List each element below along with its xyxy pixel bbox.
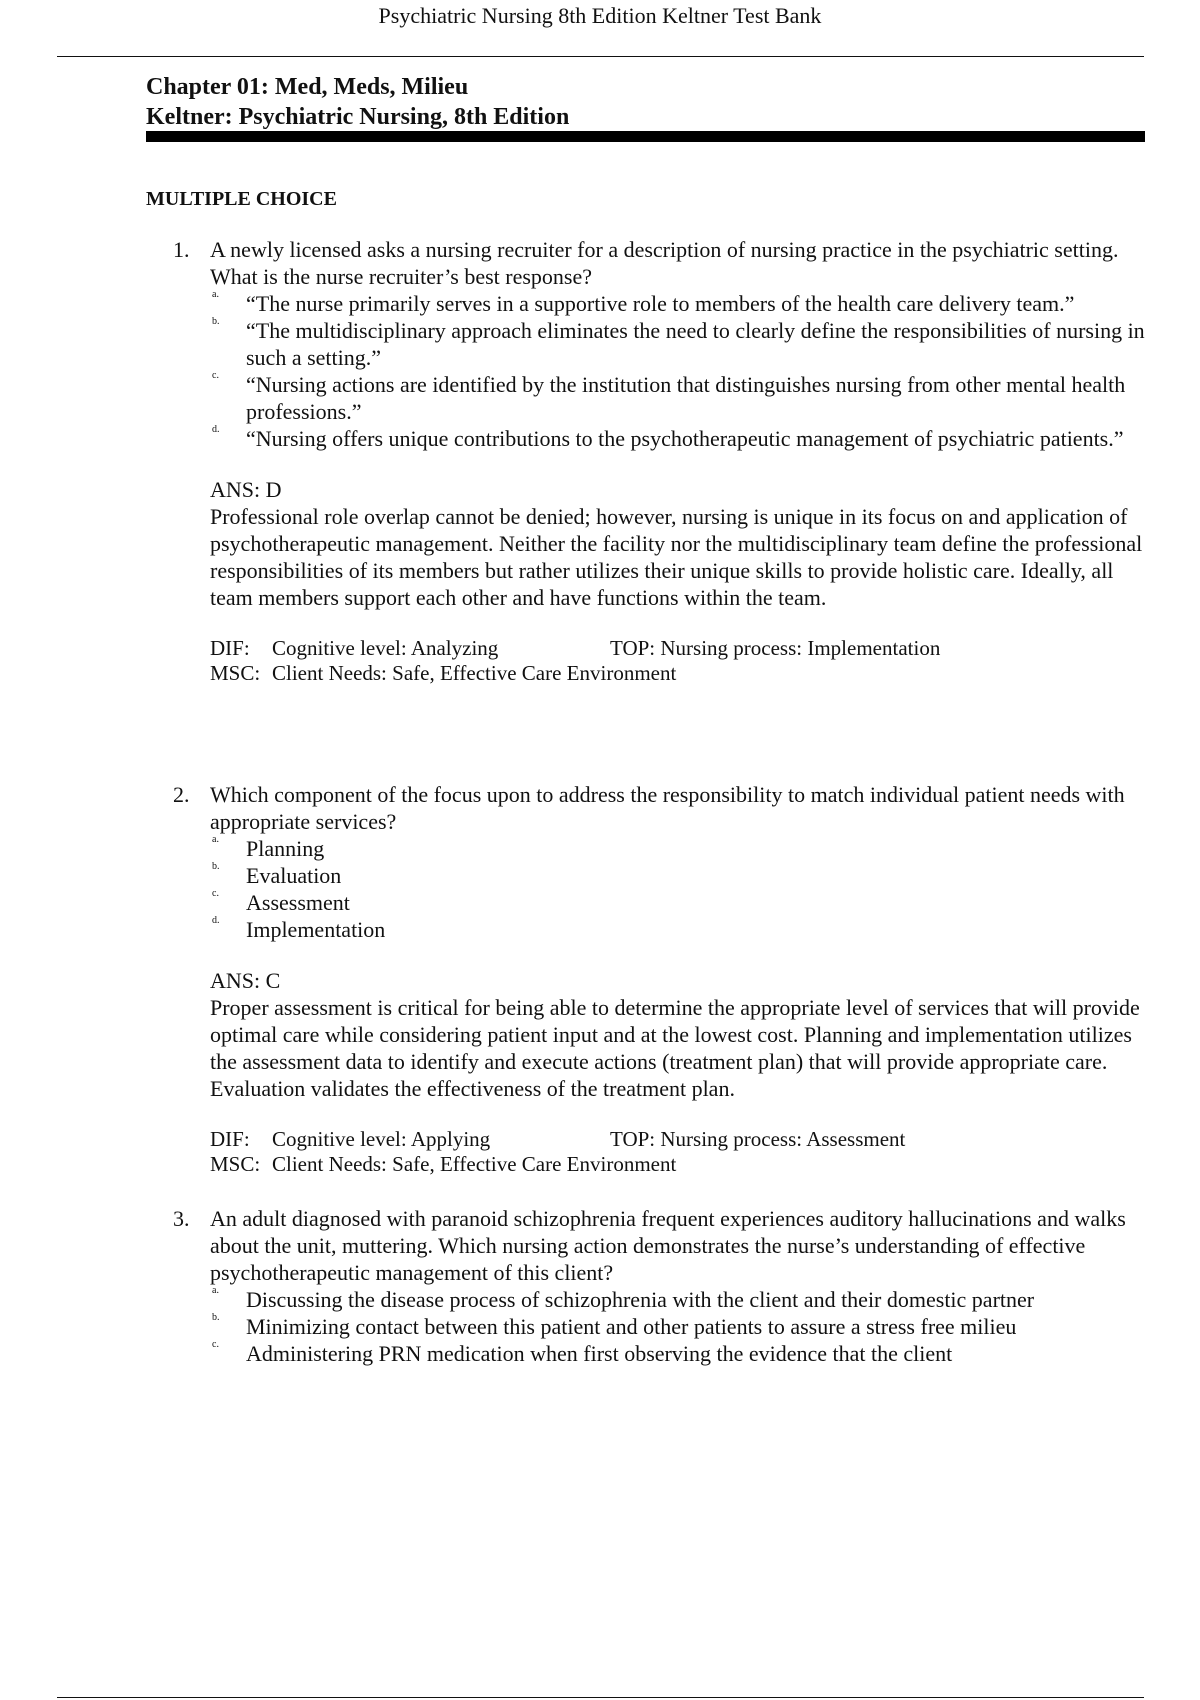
question-1: [146, 236, 1146, 686]
running-header: Psychiatric Nursing 8th Edition Keltner Test Bank: [378, 3, 822, 28]
rationale: Professional role overlap cannot be denied; however, nursing is unique in its focus on and application of psychotherapeutic management. Neither the facility nor the multidisciplinary team define the professional responsibilities of its members but rather utilizes their unique skills to provide holistic care. Ideally, all team members support each other and have functions within the team.: [210, 504, 1143, 610]
client-needs: Client Needs: Safe, Effective Care Environment: [272, 1152, 677, 1176]
question-number: 1.: [173, 237, 190, 262]
dif-label: DIF:: [210, 1127, 250, 1151]
option-text: Discussing the disease process of schizophrenia with the client and their domestic partner: [246, 1287, 1035, 1312]
option-text: Planning: [246, 836, 325, 861]
option-letter: d.: [212, 424, 220, 435]
option-letter: b.: [212, 1312, 220, 1323]
dif-label: DIF:: [210, 636, 250, 660]
topic: TOP: Nursing process: Implementation: [610, 636, 941, 660]
option-d: [146, 916, 1146, 943]
difficulty: Cognitive level: Analyzing: [272, 636, 499, 660]
msc-label: MSC:: [210, 1152, 261, 1176]
answer-options: [146, 835, 1146, 943]
client-needs: Client Needs: Safe, Effective Care Environment: [272, 661, 677, 685]
option-text: “Nursing actions are identified by the institution that distinguishes nursing from other mental health professions.”: [246, 372, 1126, 424]
question-stem: A newly licensed asks a nursing recruiter for a description of nursing practice in the psychiatric setting. What is the nurse recruiter’s best response?: [210, 237, 1119, 289]
footer-rule: [57, 1697, 1144, 1698]
option-text: Implementation: [246, 917, 386, 942]
book-title: Keltner: Psychiatric Nursing, 8th Edition: [146, 104, 570, 130]
option-letter: b.: [212, 861, 220, 872]
option-b: [146, 862, 1146, 889]
question-metadata: [146, 1127, 1146, 1177]
question-metadata: [146, 636, 1146, 686]
option-d: [146, 425, 1146, 452]
answer-options: [146, 290, 1146, 452]
option-letter: c.: [212, 370, 219, 381]
difficulty: Cognitive level: Applying: [272, 1127, 491, 1151]
option-letter: d.: [212, 915, 220, 926]
answer-options: [146, 1286, 1146, 1367]
answer-key: ANS: D: [210, 477, 282, 502]
option-a: [146, 1286, 1146, 1313]
option-letter: a.: [212, 289, 219, 300]
topic: TOP: Nursing process: Assessment: [610, 1127, 906, 1151]
question-stem: Which component of the focus upon to address the responsibility to match individual patient needs with appropriate services?: [210, 782, 1125, 834]
section-heading: MULTIPLE CHOICE: [146, 188, 337, 210]
option-text: “Nursing offers unique contributions to the psychotherapeutic management of psychiatric patients.”: [246, 426, 1124, 451]
option-letter: c.: [212, 888, 219, 899]
question-number: 2.: [173, 782, 190, 807]
option-text: “The nurse primarily serves in a supportive role to members of the health care delivery team.”: [246, 291, 1075, 316]
rationale: Proper assessment is critical for being able to determine the appropriate level of services that will provide optimal care while considering patient input and at the lowest cost. Planning and implementation utilizes the assessment data to identify and execute actions (treatment plan) that will provide appropriate care. Evaluation validates the effectiveness of the treatment plan.: [210, 995, 1140, 1101]
option-b: [146, 317, 1146, 371]
option-text: Evaluation: [246, 863, 342, 888]
option-c: [146, 371, 1146, 425]
option-c: [146, 1340, 1146, 1367]
option-letter: c.: [212, 1339, 219, 1350]
question-3: [146, 1205, 1146, 1367]
msc-label: MSC:: [210, 661, 261, 685]
title-bar: [146, 131, 1145, 142]
option-text: Administering PRN medication when first observing the evidence that the client: [246, 1341, 953, 1366]
option-b: [146, 1313, 1146, 1340]
question-number: 3.: [173, 1206, 190, 1231]
answer-key: ANS: C: [210, 968, 281, 993]
option-c: [146, 889, 1146, 916]
option-letter: b.: [212, 316, 220, 327]
header-rule: [57, 56, 1144, 57]
question-stem: An adult diagnosed with paranoid schizophrenia frequent experiences auditory hallucinations and walks about the unit, muttering. Which nursing action demonstrates the nurse’s understanding of effective psychotherapeutic management of this client?: [210, 1206, 1126, 1285]
chapter-title-block: [146, 72, 1146, 132]
question-2: [146, 781, 1146, 1177]
option-letter: a.: [212, 834, 219, 845]
option-text: “The multidisciplinary approach eliminates the need to clearly define the responsibilities of nursing in such a setting.”: [246, 318, 1145, 370]
chapter-title: Chapter 01: Med, Meds, Milieu: [146, 74, 469, 100]
option-letter: a.: [212, 1285, 219, 1296]
option-a: [146, 835, 1146, 862]
option-text: Minimizing contact between this patient and other patients to assure a stress free milieu: [246, 1314, 1017, 1339]
option-text: Assessment: [246, 890, 350, 915]
option-a: [146, 290, 1146, 317]
